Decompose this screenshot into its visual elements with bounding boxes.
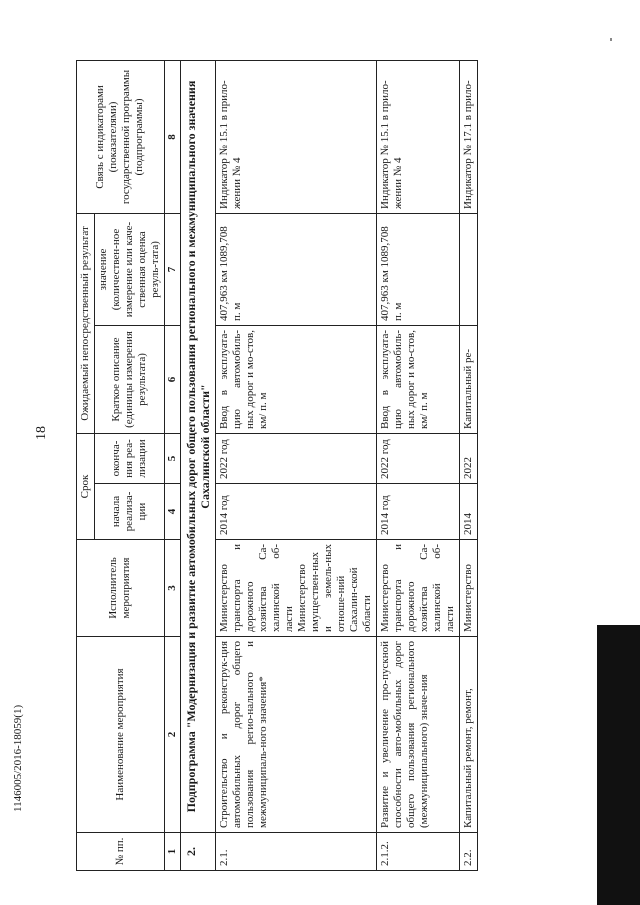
header-row-1 <box>77 60 95 870</box>
table-row <box>216 60 377 870</box>
header-num: № пп. <box>77 833 165 871</box>
scan-speck <box>610 38 612 41</box>
row-link: Индикатор № 15.1 в прило-жении № 4 <box>376 60 459 213</box>
row-num: 2.1. <box>216 833 377 871</box>
col-number: 2 <box>164 637 180 833</box>
subprogram-num: 2. <box>180 833 215 871</box>
row-link: Индикатор № 17.1 в прило- <box>459 60 477 213</box>
header-term: Срок <box>77 434 95 540</box>
header-executor: Исполнитель мероприятия <box>77 540 165 637</box>
column-number-row <box>164 60 180 870</box>
row-value: 407,963 км 1089,708 п. м <box>376 213 459 325</box>
row-num: 2.2. <box>459 833 477 871</box>
row-end: 2022 год <box>216 434 377 484</box>
row-executor: Министерство транспорта и дорожного хозяйства Са-халинской об-ласти <box>376 540 459 637</box>
header-end: оконча-ния реа-лизации <box>94 434 164 484</box>
row-start: 2014 <box>459 484 477 540</box>
row-value <box>459 213 477 325</box>
col-number: 1 <box>164 833 180 871</box>
subprogram-row <box>180 60 215 870</box>
col-number: 5 <box>164 434 180 484</box>
row-name: Капитальный ремонт, ремонт, <box>459 637 477 833</box>
row-value: 407,963 км 1089,708 п. м <box>216 213 377 325</box>
row-start: 2014 год <box>216 484 377 540</box>
row-start: 2014 год <box>376 484 459 540</box>
row-brief: Ввод в эксплуата-цию автомобиль-ных дорог и мо-стов, км/ п. м <box>216 326 377 434</box>
row-name: Развитие и увеличение про-пускной способности авто-мобильных дорог общего пользования регионального (межмуниципального) значе-ния <box>376 637 459 833</box>
row-end: 2022 <box>459 434 477 484</box>
program-table <box>76 60 478 871</box>
col-number: 4 <box>164 484 180 540</box>
subprogram-title: Подпрограмма "Модернизация и развитие автомобильных дорог общего пользования регионального и межмуниципального значения Сахалинской области" <box>180 60 215 832</box>
row-executor: Министерство <box>459 540 477 637</box>
row-brief: Капитальный ре- <box>459 326 477 434</box>
row-num: 2.1.2. <box>376 833 459 871</box>
col-number: 7 <box>164 213 180 325</box>
header-link: Связь с индикаторами (показателями) государственной программы (подпрограммы) <box>77 60 165 213</box>
header-value: значение (количествен-ное измерение или каче-ственная оценка резуль-тата) <box>94 213 164 325</box>
row-link: Индикатор № 15.1 в прило-жении № 4 <box>216 60 377 213</box>
header-start: начала реализа-ции <box>94 484 164 540</box>
row-end: 2022 год <box>376 434 459 484</box>
col-number: 8 <box>164 60 180 213</box>
table-row <box>459 60 477 870</box>
table-row <box>376 60 459 870</box>
col-number: 3 <box>164 540 180 637</box>
col-number: 6 <box>164 326 180 434</box>
header-expected: Ожидаемый непосредственный результат <box>77 213 95 433</box>
row-executor: Министерство транспорта и дорожного хозяйства Са-халинской об-ласти Министерство имуществен-ных и земель-ных отноше-ний Сахалин-ской области <box>216 540 377 637</box>
header-name: Наименование мероприятия <box>77 637 165 833</box>
scan-edge-bar <box>597 625 640 905</box>
page-number: 18 <box>34 426 49 440</box>
row-brief: Ввод в эксплуата-цию автомобиль-ных дорог и мо-стов, км/ п. м <box>376 326 459 434</box>
document-code: 1146005/2016-18059(1) <box>12 704 24 812</box>
row-name: Строительство и реконструк-ция автомобильных дорог общего пользования регио-нального и межмуниципаль-ного значения* <box>216 637 377 833</box>
rotated-table-container <box>76 61 566 871</box>
header-brief: Краткое описание (единицы измерения результата) <box>94 326 164 434</box>
